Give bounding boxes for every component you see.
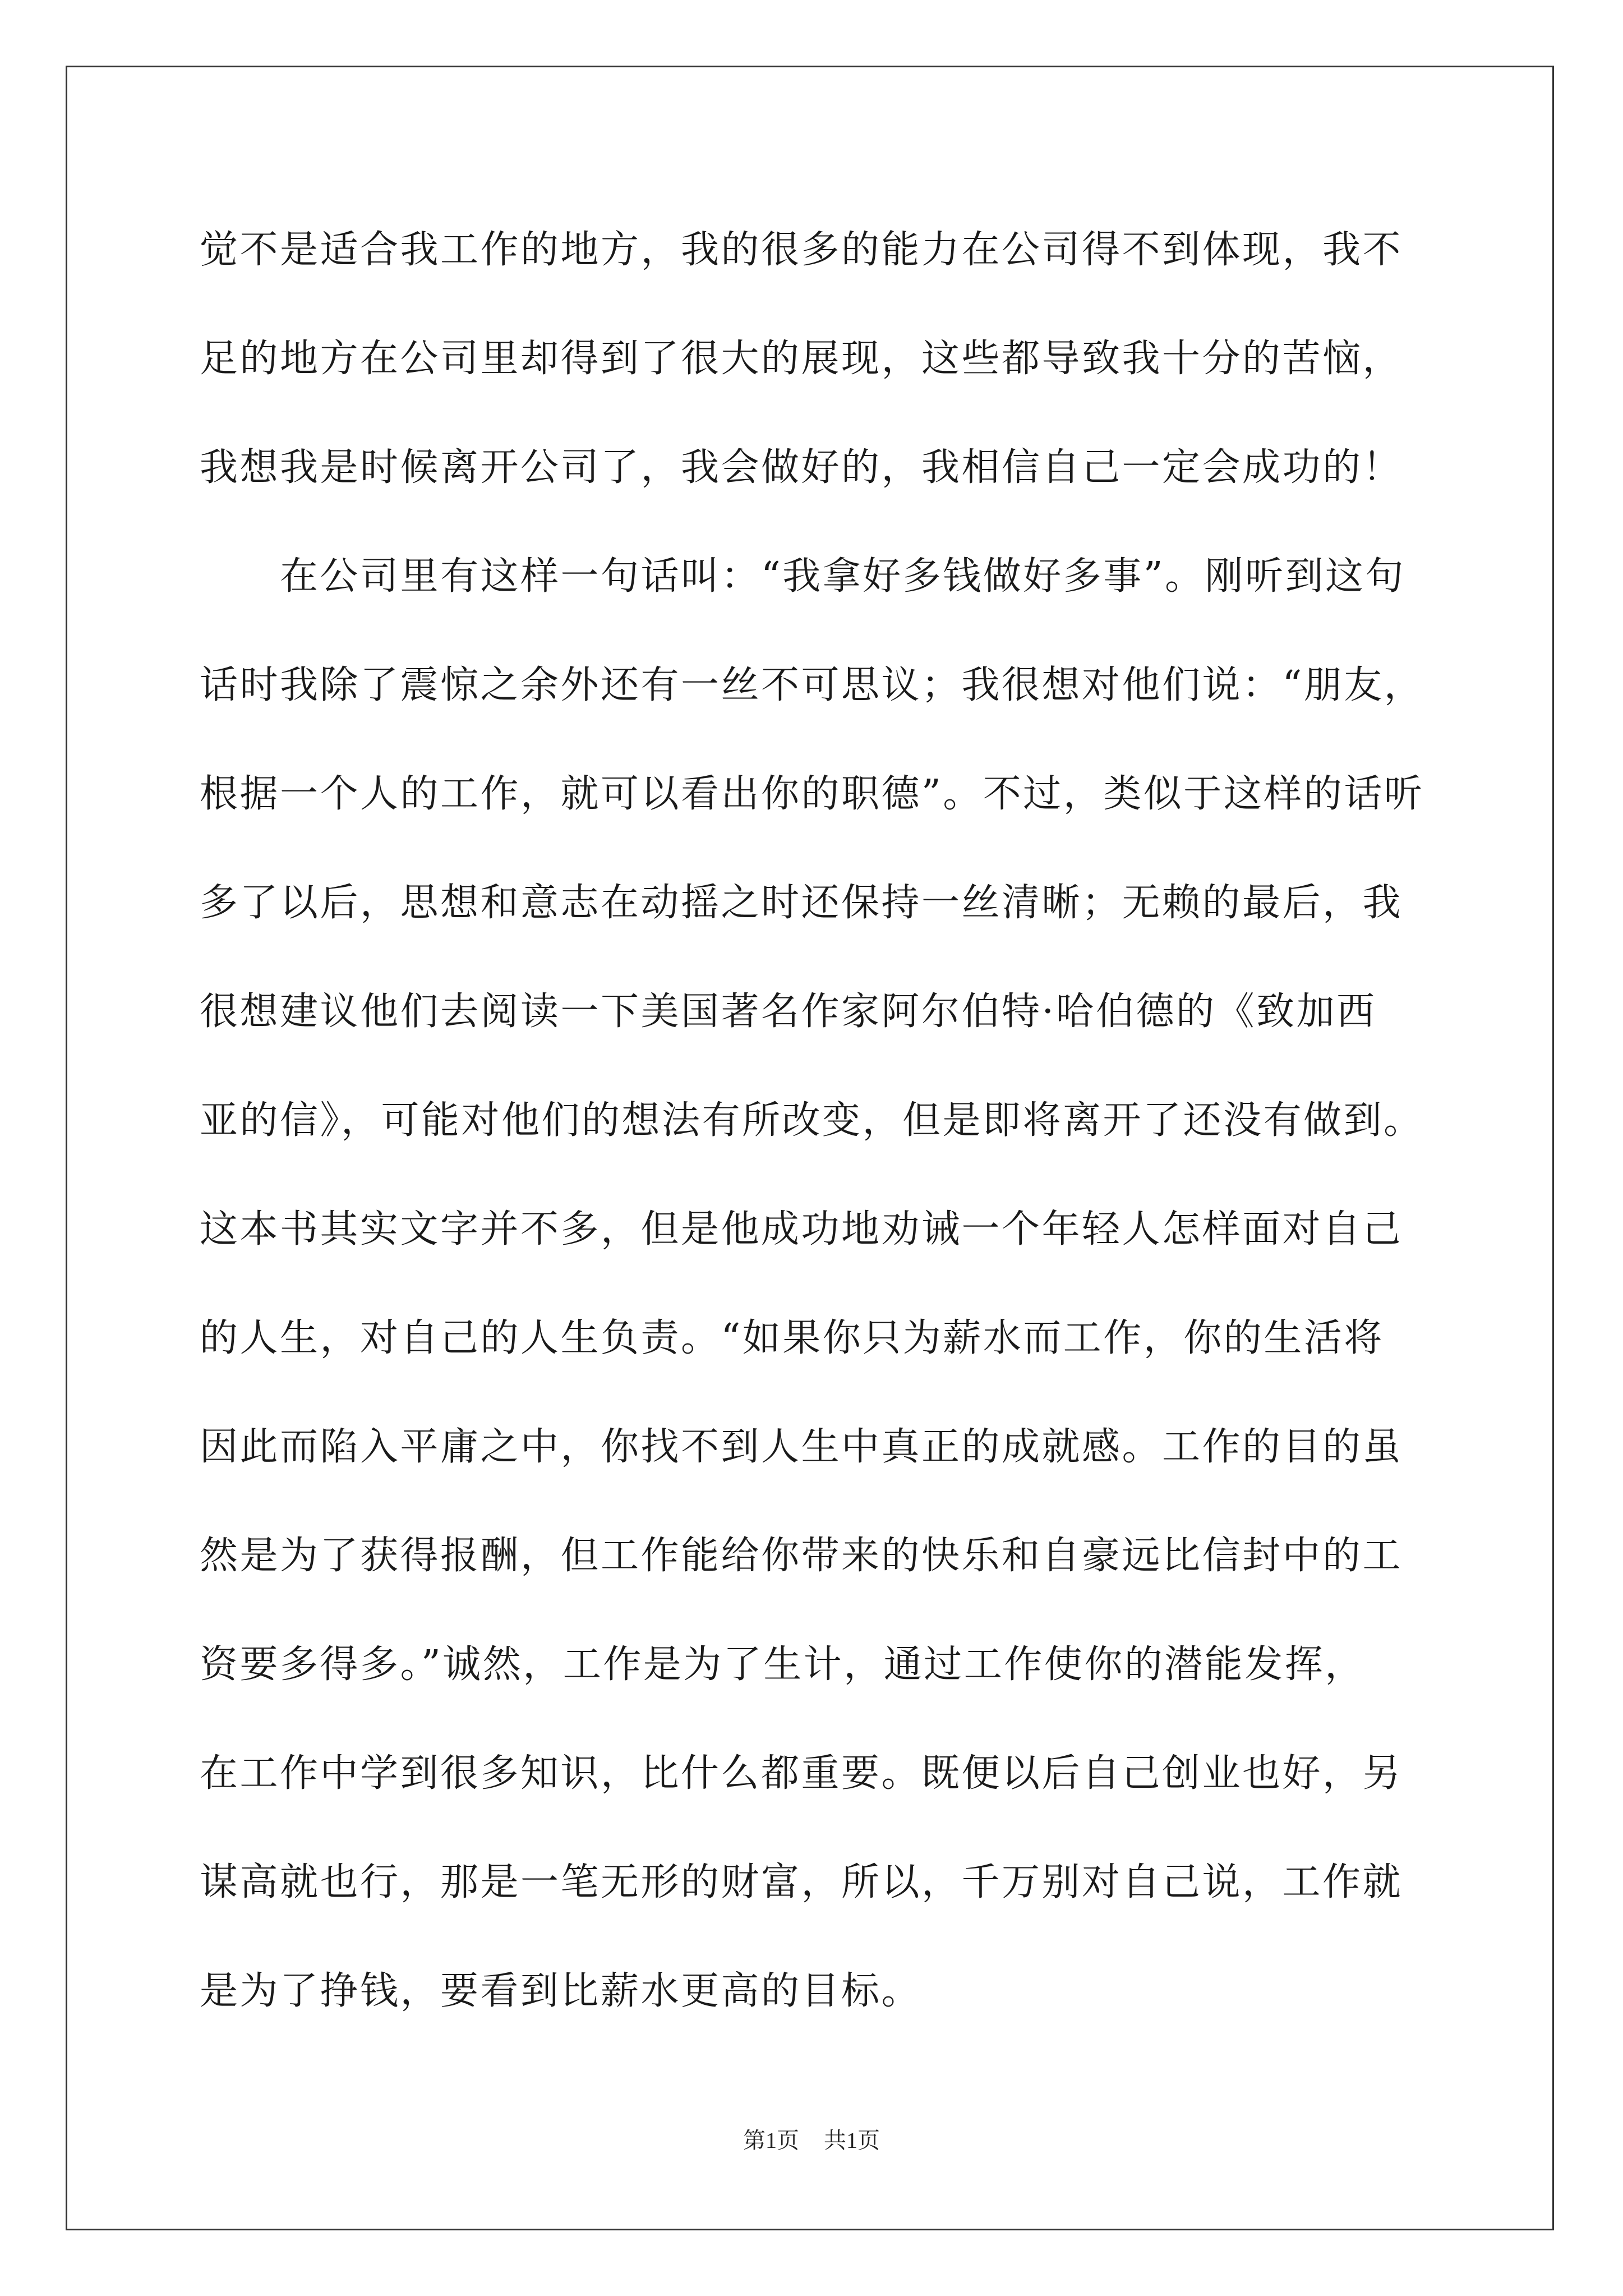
body-line: 觉不是适合我工作的地方，我的很多的能力在公司得不到体现，我不 — [200, 228, 1403, 272]
page-total: 共1页 — [824, 2128, 880, 2153]
body-line: 我想我是时候离开公司了，我会做好的，我相信自己一定会成功的！ — [200, 445, 1403, 490]
body-line: 的人生，对自己的人生负责。“如果你只为薪水而工作，你的生活将 — [200, 1316, 1384, 1360]
body-line: 是为了挣钱，要看到比薪水更高的目标。 — [200, 1969, 922, 2013]
body-line: 这本书其实文字并不多，但是他成功地劝诫一个年轻人怎样面对自己 — [200, 1207, 1403, 1251]
body-line: 话时我除了震惊之余外还有一丝不可思议；我很想对他们说：“朋友， — [200, 663, 1424, 707]
body-line: 亚的信》，可能对他们的想法有所改变，但是即将离开了还没有做到。 — [200, 1098, 1424, 1143]
body-line: 足的地方在公司里却得到了很大的展现，这些都导致我十分的苦恼， — [200, 337, 1403, 381]
body-line: 资要多得多。”诚然，工作是为了生计，通过工作使你的潜能发挥， — [200, 1642, 1365, 1687]
body-line: 然是为了获得报酬，但工作能给你带来的快乐和自豪远比信封中的工 — [200, 1534, 1403, 1578]
body-line: 在工作中学到很多知识，比什么都重要。既便以后自己创业也好，另 — [200, 1751, 1403, 1796]
body-line: 因此而陷入平庸之中，你找不到人生中真正的成就感。工作的目的虽 — [200, 1425, 1403, 1469]
page-number: 第1页 — [743, 2128, 799, 2153]
body-line: 根据一个人的工作，就可以看出你的职德”。不过，类似于这样的话听 — [200, 772, 1424, 816]
body-line: 多了以后，思想和意志在动摇之时还保持一丝清晰；无赖的最后，我 — [200, 881, 1403, 925]
body-line: 很想建议他们去阅读一下美国著名作家阿尔伯特·哈伯德的《致加西 — [200, 990, 1377, 1034]
body-line: 在公司里有这样一句话叫：“我拿好多钱做好多事”。刚听到这句 — [200, 554, 1406, 599]
body-line: 谋高就也行，那是一笔无形的财富，所以，千万别对自己说，工作就 — [200, 1860, 1403, 1904]
page-footer — [0, 2126, 1623, 2155]
